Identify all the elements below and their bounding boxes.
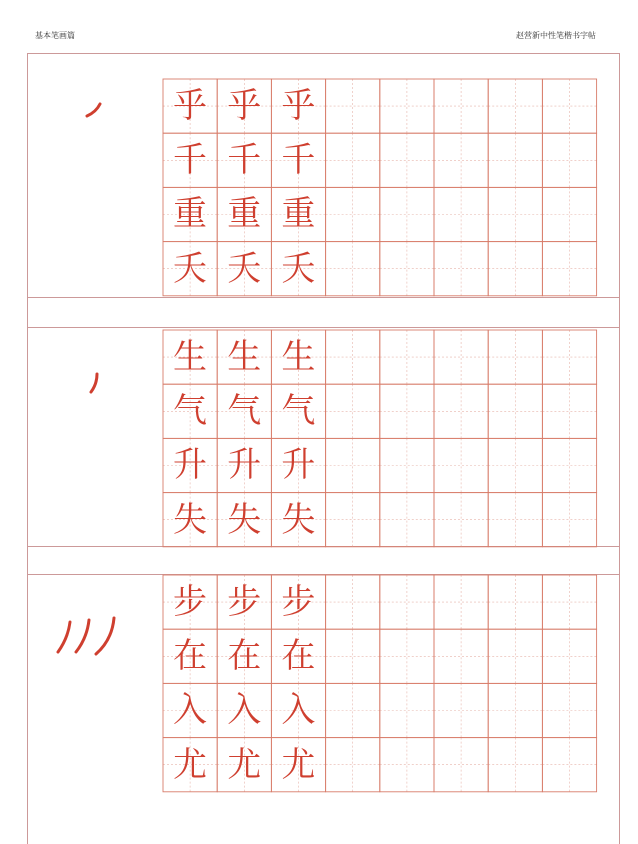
grid-cell bbox=[434, 242, 488, 296]
practice-char: 千 bbox=[227, 140, 262, 181]
section-divider bbox=[27, 327, 619, 328]
practice-char: 升 bbox=[173, 445, 207, 486]
grid-cell bbox=[380, 683, 434, 737]
practice-char: 失 bbox=[173, 499, 207, 540]
practice-char: 在 bbox=[281, 636, 316, 677]
header-left-title: 基本笔画篇 bbox=[35, 31, 75, 40]
grid-cell bbox=[434, 738, 488, 792]
practice-char: 步 bbox=[173, 582, 207, 622]
grid-cell bbox=[326, 493, 380, 547]
practice-char: 重 bbox=[173, 194, 207, 235]
practice-char: 入 bbox=[227, 690, 262, 731]
practice-char: 失 bbox=[227, 499, 262, 540]
grid-cell bbox=[380, 575, 434, 629]
grid-cell bbox=[542, 493, 596, 547]
practice-char: 升 bbox=[227, 445, 262, 486]
practice-char: 失 bbox=[281, 499, 316, 540]
grid-cell bbox=[326, 187, 380, 241]
grid-cell bbox=[434, 133, 488, 187]
grid-cell bbox=[542, 133, 596, 187]
practice-char: 重 bbox=[281, 194, 316, 235]
vertical-left-falling-stroke-icon bbox=[82, 370, 112, 398]
short-left-falling-stroke-icon bbox=[80, 98, 110, 124]
practice-char: 夭 bbox=[173, 248, 207, 289]
practice-char: 气 bbox=[227, 391, 262, 432]
practice-char: 夭 bbox=[227, 248, 262, 289]
practice-char: 乎 bbox=[227, 86, 262, 126]
grid-cell bbox=[542, 683, 596, 737]
header-right-title: 赵营新中性笔楷书字帖 bbox=[516, 31, 596, 40]
grid-cell bbox=[542, 629, 596, 683]
grid-cell bbox=[326, 738, 380, 792]
practice-char: 尤 bbox=[227, 744, 262, 785]
practice-char: 千 bbox=[173, 140, 207, 181]
practice-char: 在 bbox=[227, 636, 262, 677]
grid-cell bbox=[434, 187, 488, 241]
practice-char: 尤 bbox=[173, 744, 207, 785]
grid-cell bbox=[326, 242, 380, 296]
practice-char: 夭 bbox=[281, 248, 316, 289]
grid-cell bbox=[488, 438, 542, 492]
practice-char: 入 bbox=[173, 690, 207, 731]
grid-cell bbox=[488, 133, 542, 187]
grid-cell bbox=[488, 384, 542, 438]
grid-cell bbox=[434, 438, 488, 492]
grid-cell bbox=[488, 79, 542, 133]
practice-char: 尤 bbox=[281, 744, 316, 785]
grid-cell bbox=[380, 133, 434, 187]
practice-char: 乎 bbox=[173, 86, 207, 126]
grid-cell bbox=[542, 738, 596, 792]
practice-char: 生 bbox=[281, 337, 316, 377]
grid-cell bbox=[326, 629, 380, 683]
grid-cell bbox=[542, 79, 596, 133]
long-left-falling-strokes-icon bbox=[52, 612, 132, 662]
grid-cell bbox=[542, 575, 596, 629]
practice-char: 重 bbox=[227, 194, 262, 235]
grid-cell bbox=[380, 384, 434, 438]
grid-cell bbox=[542, 242, 596, 296]
grid-cell bbox=[326, 133, 380, 187]
grid-cell bbox=[542, 187, 596, 241]
grid-cell bbox=[434, 683, 488, 737]
grid-cell bbox=[488, 683, 542, 737]
grid-cell bbox=[488, 187, 542, 241]
grid-cell bbox=[488, 242, 542, 296]
grid-cell bbox=[542, 438, 596, 492]
practice-char: 升 bbox=[281, 445, 316, 486]
section-divider bbox=[27, 297, 619, 298]
practice-char: 生 bbox=[173, 337, 207, 377]
grid-cell bbox=[326, 79, 380, 133]
grid-cell bbox=[326, 330, 380, 384]
grid-cell bbox=[326, 575, 380, 629]
grid-cell bbox=[380, 79, 434, 133]
practice-char: 在 bbox=[173, 636, 207, 677]
grid-cell bbox=[488, 330, 542, 384]
grid-cell bbox=[542, 330, 596, 384]
practice-char: 步 bbox=[227, 582, 262, 622]
grid-cell bbox=[434, 384, 488, 438]
practice-char: 生 bbox=[227, 337, 262, 377]
practice-char: 乎 bbox=[281, 86, 316, 126]
grid-cell bbox=[380, 330, 434, 384]
practice-char: 气 bbox=[173, 391, 207, 432]
grid-cell bbox=[380, 187, 434, 241]
grid-cell bbox=[434, 79, 488, 133]
grid-cell bbox=[434, 629, 488, 683]
grid-cell bbox=[326, 384, 380, 438]
grid-cell bbox=[542, 384, 596, 438]
grid-cell bbox=[434, 493, 488, 547]
grid-cell bbox=[488, 575, 542, 629]
grid-cell bbox=[380, 438, 434, 492]
practice-char: 入 bbox=[281, 690, 316, 731]
grid-cell bbox=[380, 242, 434, 296]
grid-cell bbox=[488, 629, 542, 683]
practice-char: 千 bbox=[281, 140, 316, 181]
grid-cell bbox=[434, 575, 488, 629]
grid-cell bbox=[434, 330, 488, 384]
grid-cell bbox=[326, 438, 380, 492]
practice-char: 气 bbox=[281, 391, 316, 432]
grid-cell bbox=[380, 629, 434, 683]
grid-cell bbox=[380, 493, 434, 547]
grid-cell bbox=[326, 683, 380, 737]
grid-cell bbox=[488, 738, 542, 792]
practice-char: 步 bbox=[281, 582, 316, 622]
grid-cell bbox=[488, 493, 542, 547]
grid-cell bbox=[380, 738, 434, 792]
